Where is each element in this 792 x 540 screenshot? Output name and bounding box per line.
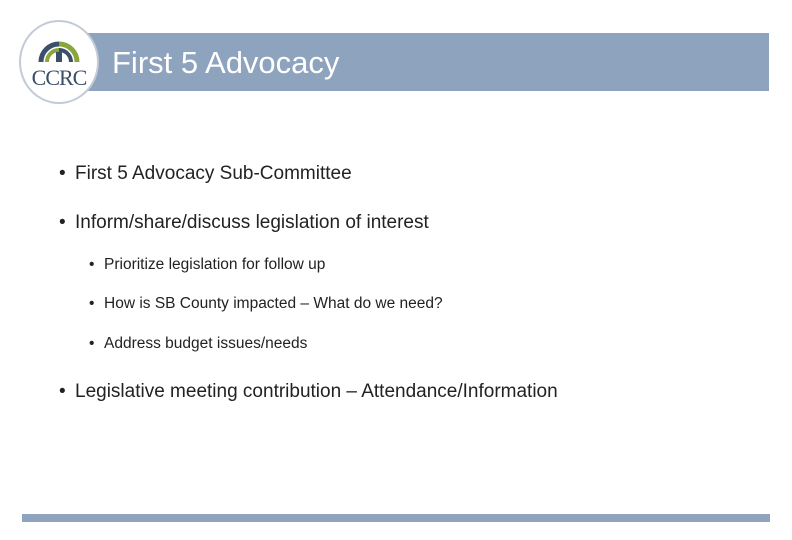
bullet-marker: • <box>89 335 95 352</box>
sub-bullet-text: How is SB County impacted – What do we need? <box>104 295 443 312</box>
bullet-marker: • <box>89 256 95 273</box>
title-bar <box>88 33 769 91</box>
slide-title: First 5 Advocacy <box>112 45 340 80</box>
footer-bar <box>22 514 770 522</box>
bullet-item <box>59 212 429 234</box>
ccrc-logo <box>19 20 99 104</box>
sub-bullet-text: Address budget issues/needs <box>104 335 308 352</box>
sub-bullet-text: Prioritize legislation for follow up <box>104 256 326 273</box>
bullet-text: Legislative meeting contribution – Attendance/Information <box>75 381 558 402</box>
sub-bullet-item <box>89 295 443 313</box>
bullet-marker: • <box>59 163 66 184</box>
bullet-text: Inform/share/discuss legislation of interest <box>75 212 429 233</box>
bullet-item <box>59 381 558 403</box>
bullet-marker: • <box>59 381 66 402</box>
sub-bullet-item <box>89 256 325 274</box>
bullet-text: First 5 Advocacy Sub-Committee <box>75 163 352 184</box>
bullet-item <box>59 163 352 185</box>
bullet-marker: • <box>89 295 95 312</box>
sub-bullet-item <box>89 335 307 353</box>
logo-text: CCRC <box>31 65 87 90</box>
bullet-marker: • <box>59 212 66 233</box>
